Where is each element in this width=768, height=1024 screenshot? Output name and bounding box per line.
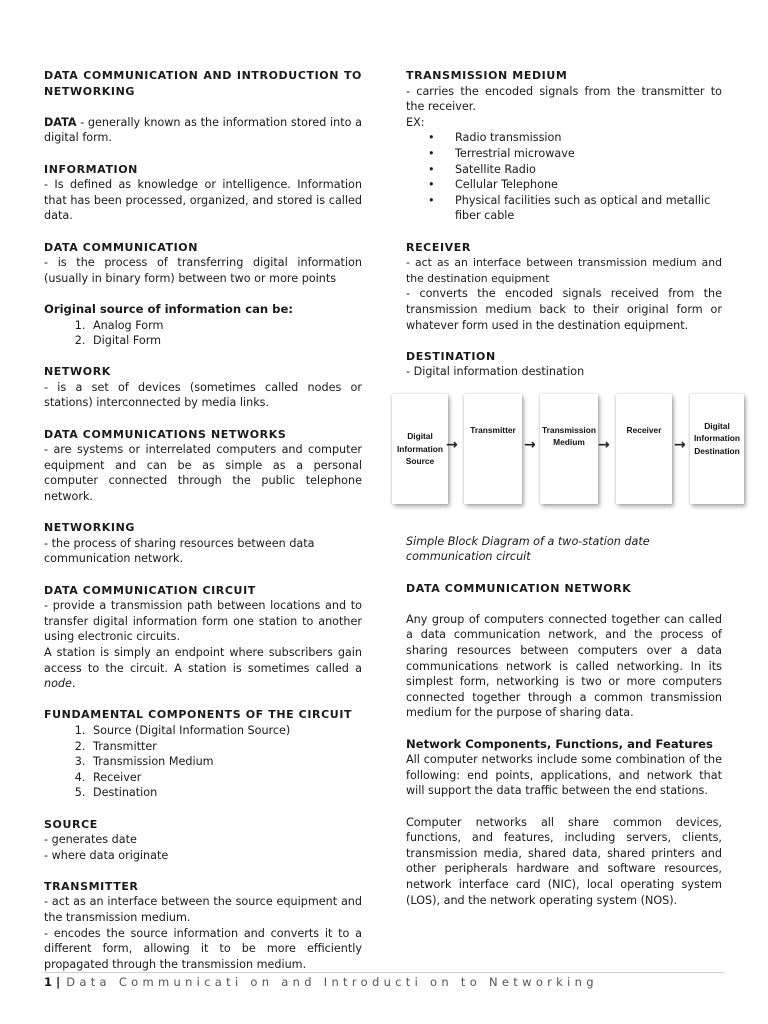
diagram-caption: Simple Block Diagram of a two-station date communication circuit bbox=[406, 534, 650, 564]
list-item: 1. Analog Form bbox=[89, 318, 362, 334]
fundamental-heading: FUNDAMENTAL COMPONENTS OF THE CIRCUIT bbox=[44, 708, 353, 722]
left-column bbox=[44, 68, 362, 972]
information-definition: - Is defined as knowledge or intelligence. Information that has been processed, organized, and stored is called data. bbox=[44, 178, 362, 223]
arrow-icon: → bbox=[674, 436, 686, 453]
arrow-icon: → bbox=[446, 436, 458, 453]
data-definition bbox=[44, 115, 362, 146]
destination-block-label: Digital Information Destination bbox=[693, 420, 741, 457]
receiver-line: - converts the encoded signals received from the transmission medium back to their original form or whatever form used in the destination equipment. bbox=[406, 287, 722, 332]
page-number: 1 | bbox=[44, 975, 61, 989]
networking-definition: - the process of sharing resources between data communication network. bbox=[44, 536, 315, 566]
list-item: • Physical facilities such as optical and metallic fiber cable bbox=[428, 193, 722, 224]
source-block bbox=[392, 394, 448, 504]
block-diagram bbox=[392, 394, 752, 512]
list-item: • Terrestrial microwave bbox=[428, 146, 722, 162]
dcn-heading: DATA COMMUNICATIONS NETWORKS bbox=[44, 427, 287, 441]
example-label: EX: bbox=[406, 115, 425, 129]
source-list bbox=[44, 318, 362, 349]
list-item: 3. Transmission Medium bbox=[89, 754, 362, 770]
receiver-block-label: Receiver bbox=[626, 424, 662, 435]
data-communication-heading: DATA COMMUNICATION bbox=[44, 240, 199, 254]
list-item: 2. Transmitter bbox=[89, 739, 362, 755]
data-def-text: - generally known as the information stored into a digital form. bbox=[44, 115, 362, 145]
station-definition bbox=[44, 645, 362, 692]
circuit-heading: DATA COMMUNICATION CIRCUIT bbox=[44, 583, 256, 597]
network-components-heading: Network Components, Functions, and Features bbox=[406, 736, 713, 751]
node-term: node bbox=[44, 677, 72, 691]
receiver-block bbox=[616, 394, 672, 504]
source-line: - generates date bbox=[44, 833, 137, 847]
list-item: 5. Destination bbox=[89, 785, 362, 801]
information-heading: INFORMATION bbox=[44, 162, 138, 176]
data-communication-network-heading: DATA COMMUNICATION NETWORK bbox=[406, 581, 632, 595]
transmission-medium-definition: - carries the encoded signals from the transmitter to the receiver. bbox=[406, 84, 722, 114]
arrow-icon: → bbox=[598, 436, 610, 453]
transmitter-heading: TRANSMITTER bbox=[44, 879, 139, 893]
running-title: Data Communicati on and Introducti on to Networking bbox=[66, 975, 598, 989]
network-definition: - is a set of devices (sometimes called nodes or stations) interconnected by media links. bbox=[44, 380, 362, 410]
data-communication-network-paragraph: Any group of computers connected together can called a data communication network, and the process of sharing resources between computers over a data communications network is called networking. In its simplest form, networking is two or more computers connected together through a common transmission medium for the purpose of sharing data. bbox=[406, 612, 722, 720]
transmitter-line: - encodes the source information and converts it to a different form, allowing it to be more efficiently propagated through the transmission medium. bbox=[44, 926, 362, 971]
document-title: DATA COMMUNICATION AND INTRODUCTION TO NETWORKING bbox=[44, 69, 362, 98]
data-communication-definition: - is the process of transferring digital information (usually in binary form) between two or more points bbox=[44, 256, 362, 285]
list-item: • Satellite Radio bbox=[428, 162, 722, 178]
source-heading: SOURCE bbox=[44, 817, 98, 831]
source-block-label: Digital Information Source bbox=[396, 430, 444, 467]
receiver-line: - act as an interface between transmission medium and the destination equipment bbox=[406, 256, 722, 285]
page-footer bbox=[44, 975, 598, 989]
networking-heading: NETWORKING bbox=[44, 521, 136, 535]
transmission-medium-block-label: Transmission Medium bbox=[542, 424, 596, 448]
circuit-definition: - provide a transmission path between locations and to transfer digital information form one station to another using electronic circuits. bbox=[44, 599, 362, 644]
list-item: 2. Digital Form bbox=[89, 333, 362, 349]
transmitter-block bbox=[464, 394, 522, 504]
network-components-paragraph: Computer networks all share common devices, functions, and features, including servers, clients, transmission media, shared data, shared printers and other peripherals hardware and software resources, network interface card (NIC), local operating system (LOS), and the network operating system (NOS). bbox=[406, 815, 722, 907]
list-item: 1. Source (Digital Information Source) bbox=[89, 723, 362, 739]
list-item: • Radio transmission bbox=[428, 130, 722, 146]
receiver-heading: RECEIVER bbox=[406, 240, 471, 254]
transmitter-line: - act as an interface between the source equipment and the transmission medium. bbox=[44, 895, 362, 925]
station-def-text: A station is simply an endpoint where subscribers gain access to the circuit. A station is sometimes called a bbox=[44, 645, 362, 675]
destination-definition: - Digital information destination bbox=[406, 365, 585, 379]
fundamental-list bbox=[44, 723, 362, 801]
source-line: - where data originate bbox=[44, 848, 169, 862]
network-components-paragraph: All computer networks include some combination of the following: end points, applications, and network that will support the data traffic between the end stations. bbox=[406, 753, 722, 798]
station-def-end: . bbox=[71, 677, 76, 691]
transmitter-block-label: Transmitter bbox=[470, 424, 516, 435]
list-item: 4. Receiver bbox=[89, 770, 362, 786]
footer-divider bbox=[44, 972, 724, 973]
original-source-heading: Original source of information can be: bbox=[44, 301, 293, 316]
list-item: • Cellular Telephone bbox=[428, 177, 722, 193]
arrow-icon: → bbox=[524, 436, 536, 453]
data-term: DATA bbox=[44, 115, 77, 129]
transmission-medium-block bbox=[540, 394, 598, 504]
transmission-medium-heading: TRANSMISSION MEDIUM bbox=[406, 69, 568, 82]
destination-block bbox=[690, 394, 744, 504]
right-column bbox=[396, 68, 741, 908]
destination-heading: DESTINATION bbox=[406, 349, 496, 363]
dcn-definition: - are systems or interrelated computers and computer equipment and can be as simple as a personal computer connected through the public telephone network. bbox=[44, 443, 362, 504]
medium-examples-list bbox=[406, 130, 722, 224]
network-heading: NETWORK bbox=[44, 365, 111, 379]
